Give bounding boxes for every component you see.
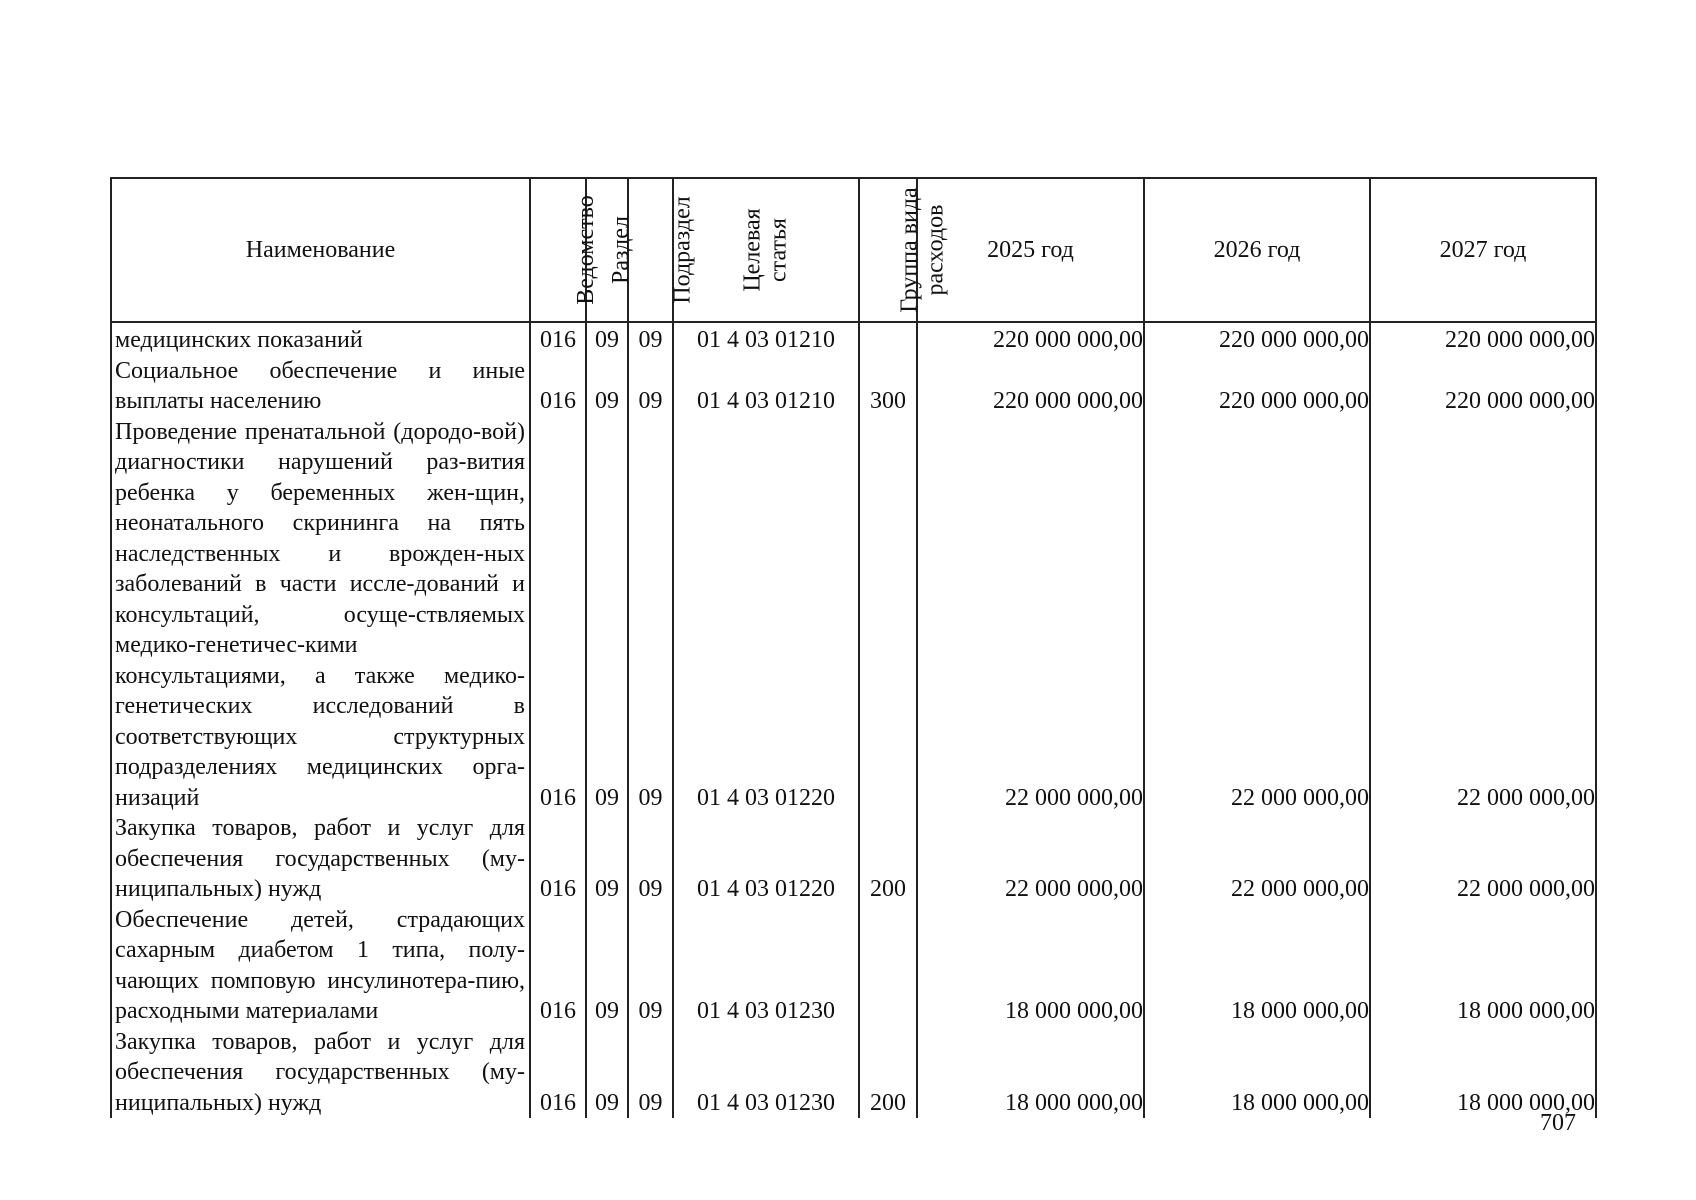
- cell-2026: 22 000 000,00: [1144, 813, 1370, 905]
- header-name: Наименование: [111, 178, 530, 322]
- cell-target: 01 4 03 01230: [673, 905, 859, 1027]
- cell-podrazdel: 09: [628, 322, 673, 356]
- cell-2025: 22 000 000,00: [917, 813, 1144, 905]
- cell-razdel: 09: [586, 417, 628, 814]
- table-header: [111, 178, 1596, 322]
- cell-podrazdel: 09: [628, 905, 673, 1027]
- cell-name: Проведение пренатальной (дородо-вой) диагностики нарушений раз-вития ребенка у беременных жен-щин, неонатального скрининга на пять наследственных и врожден-ных заболеваний в части иссле-дований и консультаций, осуще-ствляемых медико-генетичес-кими консультациями, а также медико-генетических исследований в соответствующих структурных подразделениях медицинских орга-низаций: [111, 417, 530, 814]
- cell-vedomstvo: 016: [530, 1027, 586, 1119]
- header-2025: 2025 год: [917, 178, 1144, 322]
- cell-podrazdel: 09: [628, 813, 673, 905]
- cell-podrazdel: 09: [628, 1027, 673, 1119]
- cell-2027: 220 000 000,00: [1370, 322, 1596, 356]
- cell-group: 200: [859, 813, 917, 905]
- header-2026: 2026 год: [1144, 178, 1370, 322]
- budget-table-page: [110, 177, 1595, 1118]
- cell-2026: 220 000 000,00: [1144, 356, 1370, 417]
- cell-podrazdel: 09: [628, 417, 673, 814]
- table-row: [111, 322, 1596, 356]
- table-row: [111, 905, 1596, 1027]
- table-row: [111, 813, 1596, 905]
- cell-2027: 22 000 000,00: [1370, 417, 1596, 814]
- cell-name: медицинских показаний: [111, 322, 530, 356]
- cell-2026: 18 000 000,00: [1144, 905, 1370, 1027]
- cell-vedomstvo: 016: [530, 356, 586, 417]
- cell-group: [859, 905, 917, 1027]
- budget-table: [110, 177, 1597, 1118]
- header-target: Целевая статья: [673, 178, 859, 322]
- cell-2025: 22 000 000,00: [917, 417, 1144, 814]
- cell-group: [859, 417, 917, 814]
- cell-razdel: 09: [586, 905, 628, 1027]
- cell-name: Закупка товаров, работ и услуг для обеспечения государственных (му-ниципальных) нужд: [111, 813, 530, 905]
- cell-group: 200: [859, 1027, 917, 1119]
- cell-2026: 22 000 000,00: [1144, 417, 1370, 814]
- cell-vedomstvo: 016: [530, 322, 586, 356]
- table-row: [111, 1027, 1596, 1119]
- cell-2025: 18 000 000,00: [917, 905, 1144, 1027]
- cell-name: Закупка товаров, работ и услуг для обеспечения государственных (му-ниципальных) нужд: [111, 1027, 530, 1119]
- cell-razdel: 09: [586, 1027, 628, 1119]
- cell-razdel: 09: [586, 356, 628, 417]
- cell-2026: 18 000 000,00: [1144, 1027, 1370, 1119]
- table-row: [111, 356, 1596, 417]
- header-group: Группа вида расходов: [859, 178, 917, 322]
- cell-target: 01 4 03 01210: [673, 356, 859, 417]
- header-razdel: Раздел: [586, 178, 628, 322]
- cell-group: 300: [859, 356, 917, 417]
- cell-2027: 18 000 000,00: [1370, 905, 1596, 1027]
- cell-group: [859, 322, 917, 356]
- table-body: [111, 322, 1596, 1118]
- header-podrazdel: Подраздел: [628, 178, 673, 322]
- cell-2025: 220 000 000,00: [917, 322, 1144, 356]
- cell-vedomstvo: 016: [530, 813, 586, 905]
- cell-target: 01 4 03 01230: [673, 1027, 859, 1119]
- cell-podrazdel: 09: [628, 356, 673, 417]
- cell-2027: 22 000 000,00: [1370, 813, 1596, 905]
- cell-2026: 220 000 000,00: [1144, 322, 1370, 356]
- cell-name: Социальное обеспечение и иные выплаты населению: [111, 356, 530, 417]
- cell-razdel: 09: [586, 322, 628, 356]
- cell-2027: 18 000 000,00: [1370, 1027, 1596, 1119]
- cell-2025: 220 000 000,00: [917, 356, 1144, 417]
- table-row: [111, 417, 1596, 814]
- cell-target: 01 4 03 01220: [673, 417, 859, 814]
- cell-target: 01 4 03 01220: [673, 813, 859, 905]
- cell-2027: 220 000 000,00: [1370, 356, 1596, 417]
- cell-vedomstvo: 016: [530, 417, 586, 814]
- cell-name: Обеспечение детей, страдающих сахарным диабетом 1 типа, полу-чающих помповую инсулинотера-пию, расходными материалами: [111, 905, 530, 1027]
- header-2027: 2027 год: [1370, 178, 1596, 322]
- page-number: 707: [1540, 1110, 1576, 1136]
- cell-target: 01 4 03 01210: [673, 322, 859, 356]
- cell-razdel: 09: [586, 813, 628, 905]
- cell-2025: 18 000 000,00: [917, 1027, 1144, 1119]
- header-vedomstvo: Ведомство: [530, 178, 586, 322]
- cell-vedomstvo: 016: [530, 905, 586, 1027]
